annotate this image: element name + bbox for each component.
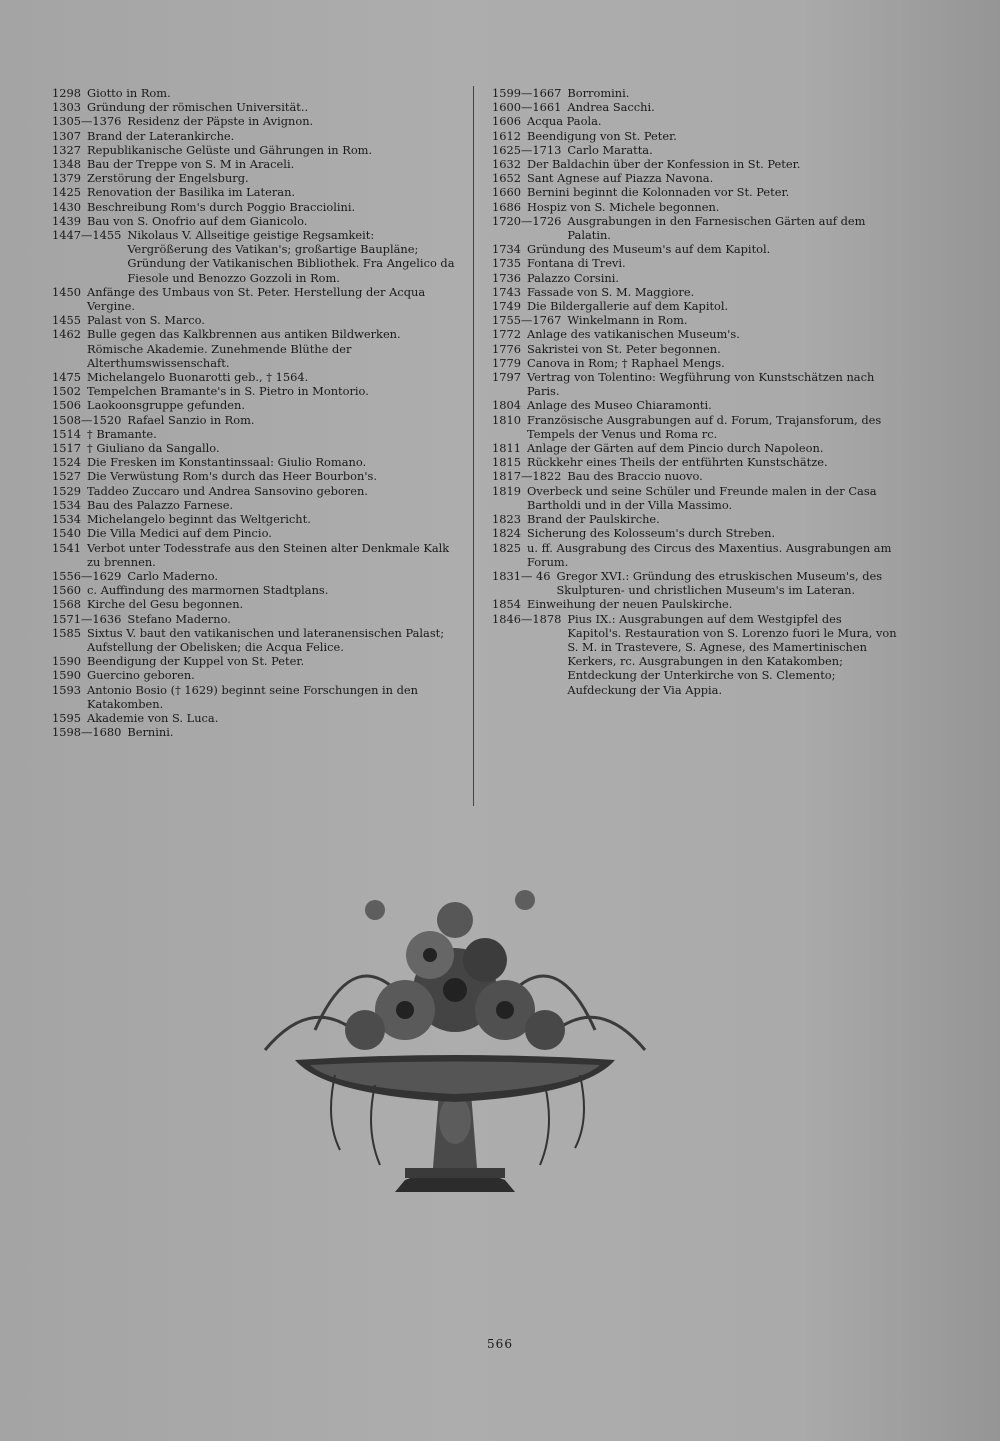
entry-text: c. Auffindung des marmornen Stadtplans.	[87, 583, 329, 598]
entry-year: 1846—1878	[492, 611, 562, 626]
entry-year: 1755—1767	[492, 313, 562, 328]
entry-year: 1348	[52, 157, 81, 172]
chronology-entry	[492, 129, 897, 143]
chronology-entry	[492, 114, 897, 128]
page-number: 566	[487, 1337, 513, 1351]
entry-text: Guercino geboren.	[87, 668, 195, 683]
chronology-entry	[492, 242, 897, 256]
entry-text: Giotto in Rom.	[87, 86, 171, 100]
entry-year: 1779	[492, 355, 521, 370]
chronology-entry	[492, 185, 897, 199]
chronology-entry	[492, 370, 897, 398]
entry-text: Overbeck und seine Schüler und Freunde malen in der Casa Bartholdi und in der Villa Massimo.	[527, 483, 877, 512]
entry-text: Brand der Laterankirche.	[87, 128, 235, 143]
entry-year: 1541	[52, 540, 81, 555]
entry-text: Die Verwüstung Rom's durch das Heer Bourbon's.	[87, 469, 377, 484]
entry-year: 1298	[52, 86, 81, 100]
entry-text: Bau der Treppe von S. M in Araceli.	[87, 157, 295, 172]
entry-year: 1475	[52, 370, 81, 385]
chronology-entry	[52, 171, 457, 185]
entry-text: Anlage des vatikanischen Museum's.	[527, 327, 740, 342]
chronology-entry	[52, 413, 457, 427]
entry-year: 1600—1661	[492, 100, 562, 115]
entry-text: Canova in Rom; † Raphael Mengs.	[527, 355, 725, 370]
chronology-entry	[492, 285, 897, 299]
chronology-entry	[52, 86, 457, 100]
entry-year: 1425	[52, 185, 81, 200]
entry-year: 1797	[492, 370, 521, 385]
chronology-entry	[492, 398, 897, 412]
chronology-entry	[52, 683, 457, 711]
entry-text: Fontana di Trevi.	[527, 256, 626, 271]
entry-text: Die Fresken im Konstantinssaal: Giulio Romano.	[87, 455, 367, 470]
chronology-entry	[52, 214, 457, 228]
chronology-entry	[52, 427, 457, 441]
chronology-entry	[492, 157, 897, 171]
entry-text: u. ff. Ausgrabung des Circus des Maxentius. Ausgrabungen am Forum.	[527, 540, 892, 569]
chronology-entry	[52, 114, 457, 128]
entry-text: Gründung der römischen Universität..	[87, 100, 309, 115]
entry-year: 1831— 46	[492, 568, 551, 583]
entry-year: 1303	[52, 100, 81, 115]
entry-year: 1517	[52, 441, 81, 456]
entry-year: 1749	[492, 299, 521, 314]
entry-year: 1430	[52, 199, 81, 214]
chronology-entry	[52, 583, 457, 597]
entry-year: 1439	[52, 213, 81, 228]
entry-text: Bernini.	[127, 725, 174, 740]
entry-text: Beschreibung Rom's durch Poggio Bracciolini.	[87, 199, 356, 214]
entry-year: 1527	[52, 469, 81, 484]
entry-text: Brand der Paulskirche.	[527, 512, 660, 527]
entry-text: Antonio Bosio († 1629) beginnt seine Forschungen in den Katakomben.	[87, 682, 419, 711]
entry-year: 1825	[492, 540, 521, 555]
entry-text: Rafael Sanzio in Rom.	[127, 412, 255, 427]
chronology-entry	[52, 384, 457, 398]
entry-year: 1560	[52, 583, 81, 598]
entry-year: 1720—1726	[492, 213, 562, 228]
chronology-entry	[492, 271, 897, 285]
entry-year: 1811	[492, 441, 521, 456]
entry-year: 1514	[52, 426, 81, 441]
entry-text: Verbot unter Todesstrafe aus den Steinen alter Denkmale Kalk zu brennen.	[87, 540, 450, 569]
entry-text: Stefano Maderno.	[127, 611, 231, 626]
entry-text: Anlage der Gärten auf dem Pincio durch Napoleon.	[527, 441, 824, 456]
entry-year: 1556—1629	[52, 568, 122, 583]
entry-text: Einweihung der neuen Paulskirche.	[527, 597, 733, 612]
entry-text: † Bramante.	[87, 426, 157, 441]
entry-year: 1590	[52, 668, 81, 683]
chronology-entry	[492, 200, 897, 214]
entry-year: 1819	[492, 483, 521, 498]
chronology-entry	[492, 413, 897, 441]
entry-text: Taddeo Zuccaro und Andrea Sansovino geboren.	[87, 483, 368, 498]
entry-year: 1734	[492, 242, 521, 257]
chronology-entry	[492, 313, 897, 327]
entry-year: 1508—1520	[52, 412, 122, 427]
chronology-entry	[52, 285, 457, 313]
entry-year: 1571—1636	[52, 611, 122, 626]
entry-text: Rückkehr eines Theils der entführten Kunstschätze.	[527, 455, 828, 470]
entry-text: Hospiz von S. Michele begonnen.	[527, 199, 720, 214]
entry-year: 1686	[492, 199, 521, 214]
chronology-entry	[52, 200, 457, 214]
entry-text: Bau des Palazzo Farnese.	[87, 497, 234, 512]
chronology-entry	[492, 171, 897, 185]
entry-text: Fassade von S. M. Maggiore.	[527, 284, 695, 299]
entry-text: † Giuliano da Sangallo.	[87, 441, 220, 456]
entry-year: 1447—1455	[52, 228, 122, 243]
entry-text: Sakristei von St. Peter begonnen.	[527, 341, 721, 356]
chronology-entry	[492, 484, 897, 512]
chronology-entry	[52, 541, 457, 569]
entry-text: Laokoonsgruppe gefunden.	[87, 398, 245, 413]
entry-year: 1305—1376	[52, 114, 122, 129]
chronology-entry	[52, 100, 457, 114]
entry-year: 1606	[492, 114, 521, 129]
chronology-entry	[52, 498, 457, 512]
chronology-entry	[492, 356, 897, 370]
chronology-entry	[492, 100, 897, 114]
right-column	[492, 86, 897, 697]
entry-year: 1854	[492, 597, 521, 612]
entry-year: 1502	[52, 384, 81, 399]
entry-year: 1599—1667	[492, 86, 562, 100]
chronology-entry	[492, 526, 897, 540]
entry-year: 1462	[52, 327, 81, 342]
entry-text: Beendigung der Kuppel von St. Peter.	[87, 654, 305, 669]
entry-text: Ausgrabungen in den Farnesischen Gärten auf dem Palatin.	[567, 213, 866, 243]
chronology-entry	[52, 398, 457, 412]
chronology-entry	[52, 469, 457, 483]
chronology-entry	[492, 612, 897, 697]
entry-text: Gründung des Museum's auf dem Kapitol.	[527, 242, 771, 257]
entry-text: Bulle gegen das Kalkbrennen aus antiken Bildwerken. Römische Akademie. Zunehmende Blüthe der Alterthumswissenschaft.	[87, 327, 401, 370]
entry-text: Kirche del Gesu begonnen.	[87, 597, 244, 612]
entry-text: Französische Ausgrabungen auf d. Forum, Trajansforum, des Tempels der Venus und Roma rc.	[527, 412, 882, 441]
entry-year: 1660	[492, 185, 521, 200]
chronology-entry	[492, 143, 897, 157]
entry-text: Michelangelo beginnt das Weltgericht.	[87, 512, 311, 527]
entry-year: 1590	[52, 654, 81, 669]
chronology-entry	[52, 597, 457, 611]
entry-text: Michelangelo Buonarotti geb., † 1564.	[87, 370, 309, 385]
chronology-entry	[52, 228, 457, 285]
entry-text: Bernini beginnt die Kolonnaden vor St. Peter.	[527, 185, 790, 200]
entry-text: Residenz der Päpste in Avignon.	[127, 114, 314, 129]
entry-year: 1506	[52, 398, 81, 413]
entry-year: 1823	[492, 512, 521, 527]
entry-year: 1652	[492, 171, 521, 186]
entry-text: Vertrag von Tolentino: Wegführung von Kunstschätzen nach Paris.	[527, 370, 875, 399]
entry-text: Der Baldachin über der Konfession in St. Peter.	[527, 157, 801, 172]
entry-year: 1585	[52, 625, 81, 640]
chronology-entry	[52, 143, 457, 157]
entry-year: 1524	[52, 455, 81, 470]
chronology-entry	[492, 327, 897, 341]
entry-text: Die Bildergallerie auf dem Kapitol.	[527, 299, 729, 314]
entry-year: 1529	[52, 483, 81, 498]
entry-text: Bau von S. Onofrio auf dem Gianicolo.	[87, 213, 308, 228]
entry-year: 1593	[52, 682, 81, 697]
entry-year: 1540	[52, 526, 81, 541]
entry-text: Akademie von S. Luca.	[87, 710, 219, 725]
chronology-entry	[492, 512, 897, 526]
entry-year: 1804	[492, 398, 521, 413]
chronology-entry	[52, 441, 457, 455]
chronology-entry	[52, 612, 457, 626]
chronology-entry	[52, 327, 457, 370]
entry-year: 1595	[52, 710, 81, 725]
chronology-entry	[52, 313, 457, 327]
entry-text: Beendigung von St. Peter.	[527, 128, 677, 143]
chronology-entry	[492, 86, 897, 100]
entry-text: Pius IX.: Ausgrabungen auf dem Westgipfel des Kapitol's. Restauration von S. Lorenzo fuori le Mura, von S. M. in Trastevere, S. Agnese, des Mamertinischen Kerkers, rc. Ausgrabungen in den Katakomben; Entdeckung der Unterkirche von S. Clemento; Aufdeckung der Via Appia.	[567, 611, 897, 697]
entry-text: Republikanische Gelüste und Gährungen in Rom.	[87, 142, 373, 157]
entry-year: 1743	[492, 284, 521, 299]
entry-year: 1307	[52, 128, 81, 143]
entry-text: Zerstörung der Engelsburg.	[87, 171, 249, 186]
entry-year: 1450	[52, 284, 81, 299]
entry-text: Carlo Maderno.	[127, 568, 218, 583]
chronology-entry	[492, 256, 897, 270]
chronology-entry	[492, 214, 897, 242]
chronology-entry	[52, 157, 457, 171]
entry-year: 1817—1822	[492, 469, 562, 484]
entry-year: 1379	[52, 171, 81, 186]
chronology-entry	[492, 342, 897, 356]
entry-year: 1612	[492, 128, 521, 143]
chronology-entry	[52, 526, 457, 540]
entry-text: Gregor XVI.: Gründung des etruskischen Museum's, des Skulpturen- und christlichen Museum's im Lateran.	[556, 568, 883, 598]
entry-text: Nikolaus V. Allseitige geistige Regsamkeit: Vergrößerung des Vatikan's; großartige Baupläne; Gründung der Vatikanischen Bibliothek. Fra Angelico da Fiesole und Benozzo Gozzoli in Rom.	[127, 228, 455, 285]
entry-year: 1824	[492, 526, 521, 541]
entry-year: 1735	[492, 256, 521, 271]
chronology-entry	[52, 370, 457, 384]
entry-text: Sant Agnese auf Piazza Navona.	[527, 171, 714, 186]
chronology-entry	[492, 569, 897, 597]
entry-year: 1455	[52, 313, 81, 328]
chronology-entry	[492, 597, 897, 611]
left-column	[52, 86, 457, 739]
chronology-entry	[492, 541, 897, 569]
entry-text: Die Villa Medici auf dem Pincio.	[87, 526, 272, 541]
entry-text: Sicherung des Kolosseum's durch Streben.	[527, 526, 776, 541]
entry-year: 1772	[492, 327, 521, 342]
chronology-entry	[492, 469, 897, 483]
chronology-entry	[492, 441, 897, 455]
chronology-entry	[52, 512, 457, 526]
entry-year: 1534	[52, 497, 81, 512]
entry-text: Anfänge des Umbaus von St. Peter. Herstellung der Acqua Vergine.	[87, 284, 426, 314]
entry-year: 1815	[492, 455, 521, 470]
entry-text: Anlage des Museo Chiaramonti.	[527, 398, 712, 413]
chronology-entry	[52, 569, 457, 583]
entry-year: 1327	[52, 142, 81, 157]
entry-text: Acqua Paola.	[527, 114, 602, 129]
entry-year: 1598—1680	[52, 725, 122, 740]
chronology-entry	[492, 299, 897, 313]
entry-year: 1810	[492, 412, 521, 427]
entry-year: 1736	[492, 270, 521, 285]
chronology-entry	[52, 654, 457, 668]
entry-year: 1568	[52, 597, 81, 612]
entry-text: Tempelchen Bramante's in S. Pietro in Montorio.	[87, 384, 369, 399]
chronology-entry	[52, 185, 457, 199]
chronology-entry	[52, 129, 457, 143]
chronology-entry	[52, 626, 457, 654]
entry-text: Carlo Maratta.	[567, 142, 653, 157]
chronology-entry	[52, 668, 457, 682]
entry-text: Renovation der Basilika im Lateran.	[87, 185, 296, 200]
entry-text: Andrea Sacchi.	[567, 100, 655, 115]
chronology-entry	[492, 455, 897, 469]
entry-text: Palast von S. Marco.	[87, 313, 205, 328]
entry-text: Bau des Braccio nuovo.	[567, 469, 703, 484]
chronology-entry	[52, 455, 457, 469]
entry-year: 1534	[52, 512, 81, 527]
entry-text: Sixtus V. baut den vatikanischen und lateranensischen Palast; Aufstellung der Obelisken; die Acqua Felice.	[87, 625, 445, 654]
chronology-entry	[52, 725, 457, 739]
entry-text: Borromini.	[567, 86, 630, 100]
chronology-entry	[52, 711, 457, 725]
entry-year: 1632	[492, 157, 521, 172]
column-divider	[473, 86, 474, 806]
entry-year: 1776	[492, 341, 521, 356]
flower-urn-icon	[255, 880, 655, 1200]
entry-text: Palazzo Corsini.	[527, 270, 619, 285]
chronology-entry	[52, 484, 457, 498]
entry-year: 1625—1713	[492, 142, 562, 157]
entry-text: Winkelmann in Rom.	[567, 313, 688, 328]
